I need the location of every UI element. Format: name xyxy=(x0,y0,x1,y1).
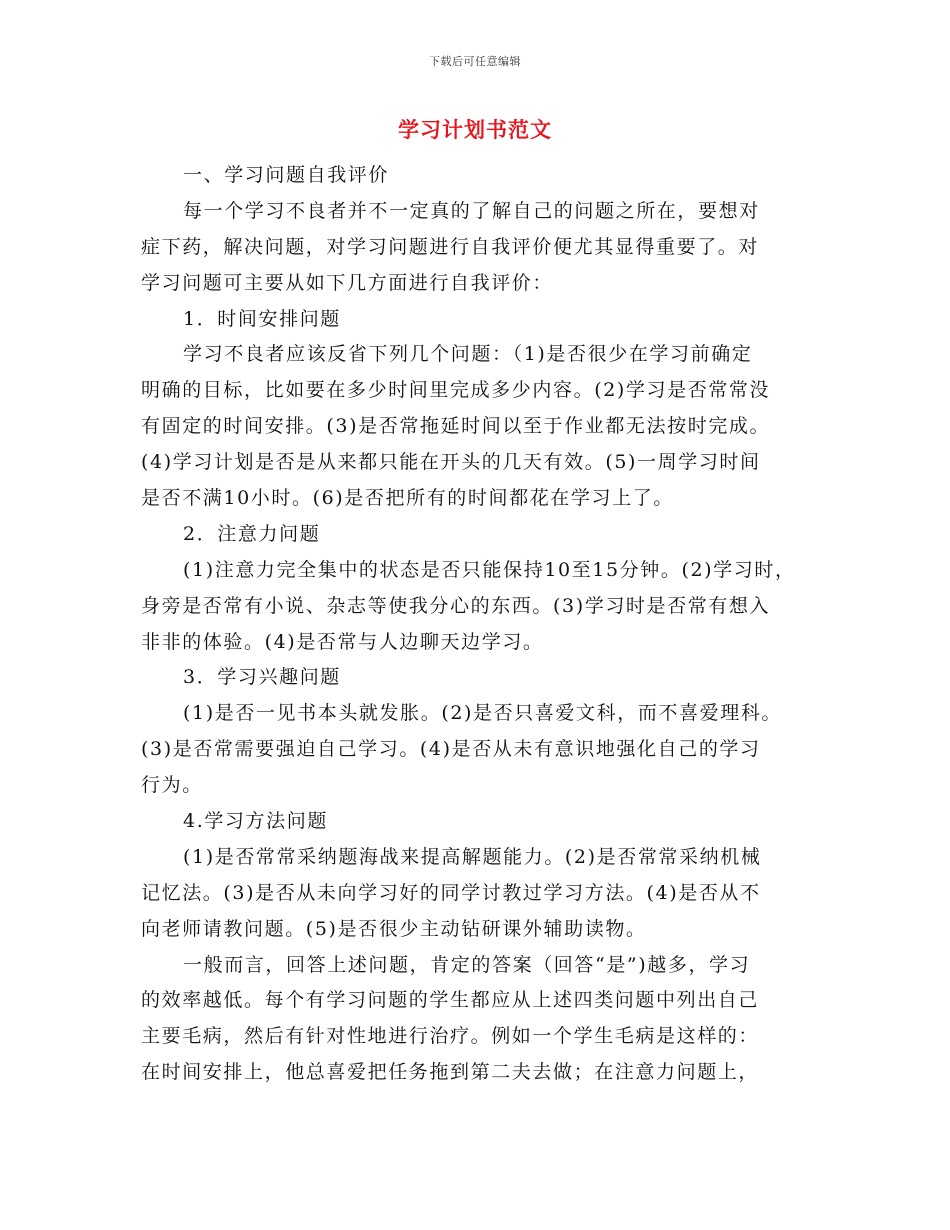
paragraph-first-line: 一、学习问题自我评价 xyxy=(183,164,390,186)
paragraph-line: (3)是否常需要强迫自己学习。(4)是否从未有意识地强化自己的学习 xyxy=(141,738,761,761)
paragraph-line: 向老师请教问题。(5)是否很少主动钻研课外辅助读物。 xyxy=(141,917,647,940)
paragraph-first-line: 学习不良者应该反省下列几个问题：（1)是否很少在学习前确定 xyxy=(183,343,753,366)
paragraph-line: 身旁是否常有小说、杂志等使我分心的东西。(3)学习时是否常有想入 xyxy=(141,594,771,617)
paragraph-line: 有固定的时间安排。(3)是否常拖延时间以至于作业都无法按时完成。 xyxy=(141,415,771,438)
paragraph-line: 主要毛病，然后有针对性地进行治疗。例如一个学生毛病是这样的： xyxy=(141,1025,760,1048)
paragraph-line: 是否不满10小时。(6)是否把所有的时间都花在学习上了。 xyxy=(141,487,674,510)
paragraph-first-line: (1)是否一见书本头就发胀。(2)是否只喜爱文科，而不喜爱理科。 xyxy=(183,702,783,725)
paragraph-first-line: (1)是否常常采纳题海战来提高解题能力。(2)是否常常采纳机械 xyxy=(183,845,762,868)
paragraph-line: 非非的体验。(4)是否常与人边聊天边学习。 xyxy=(141,630,544,653)
paragraph-line: 行为。 xyxy=(141,774,203,797)
paragraph-first-line: 2．注意力问题 xyxy=(183,522,321,545)
paragraph-line: (4)学习计划是否是从来都只能在开头的几天有效。(5)一周学习时间 xyxy=(141,451,761,474)
document-body xyxy=(141,158,813,1091)
paragraph-line: 的效率越低。每个有学习问题的学生都应从上述四类问题中列出自己 xyxy=(141,989,760,1012)
paragraph-line: 明确的目标，比如要在多少时间里完成多少内容。(2)学习是否常常没 xyxy=(141,379,771,402)
paragraph-first-line: 一般而言，回答上述问题，肯定的答案（回答“是”)越多，学习 xyxy=(183,953,751,976)
paragraph-first-line: 4.学习方法问题 xyxy=(183,810,328,833)
paragraph-line: 症下药，解决问题，对学习问题进行自我评价便尤其显得重要了。对 xyxy=(141,235,760,258)
paragraph-first-line: 1．时间安排问题 xyxy=(183,307,341,330)
paragraph-line: 记忆法。(3)是否从未向学习好的同学讨教过学习方法。(4)是否从不 xyxy=(141,881,761,904)
header-note: 下载后可任意编辑 xyxy=(429,55,521,68)
paragraph-first-line: (1)注意力完全集中的状态是否只能保持10至15分钟。(2)学习时， xyxy=(183,558,796,581)
paragraph-first-line: 每一个学习不良者并不一定真的了解自己的问题之所在，要想对 xyxy=(183,199,760,222)
paragraph-line: 学习问题可主要从如下几方面进行自我评价： xyxy=(141,271,554,294)
paragraph-line: 在时间安排上，他总喜爱把任务拖到第二夫去做；在注意力问题上， xyxy=(141,1061,760,1084)
document-title: 学习计划书范文 xyxy=(398,117,552,142)
paragraph-first-line: 3．学习兴趣问题 xyxy=(183,666,341,689)
